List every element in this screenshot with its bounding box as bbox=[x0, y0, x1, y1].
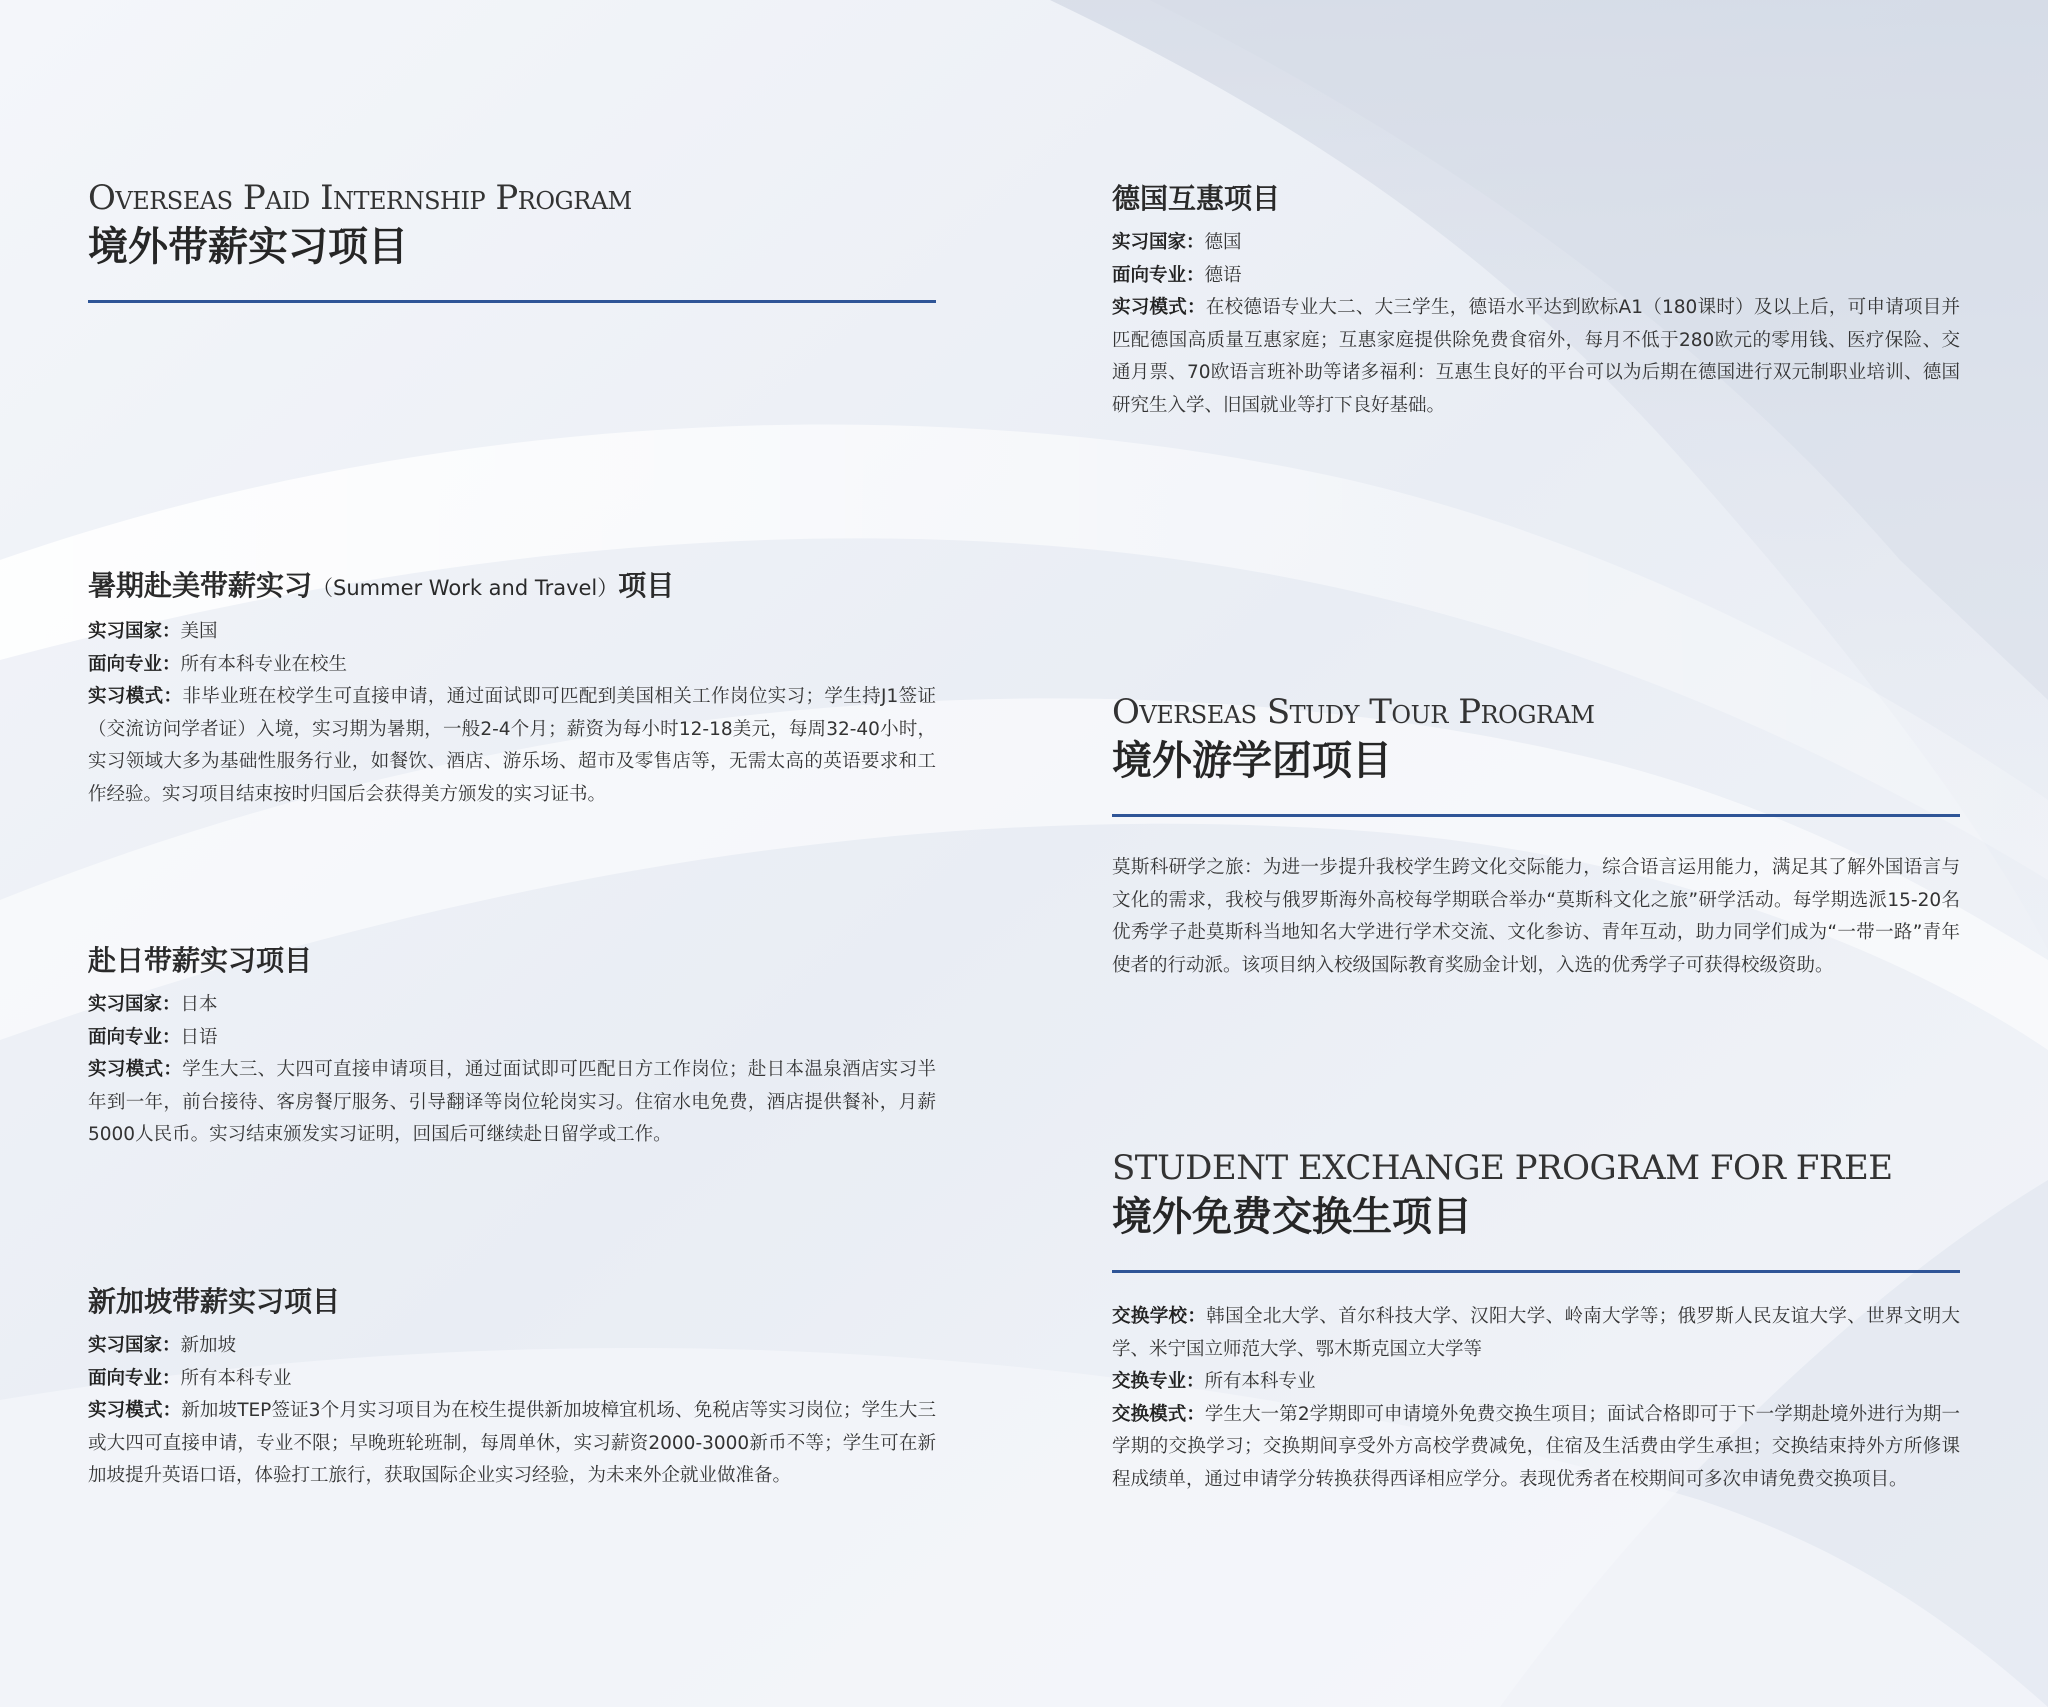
germany-title: 德国互惠项目 bbox=[1112, 182, 1281, 215]
japan-mode-row: 实习模式：学生大三、大四可直接申请项目，通过面试即可匹配日方工作岗位；赴日本温泉酒店实习半年到一年，前台接待、客房餐厅服务、引导翻译等岗位轮岗实习。住宿水电免费，酒店提供餐补，月薪5000人民币。实习结束颁发实习证明，回国后可继续赴日留学或工作。 bbox=[88, 1059, 936, 1145]
japan-country-row: 实习国家：日本 bbox=[88, 994, 218, 1015]
singapore-mode-row: 实习模式：新加坡TEP签证3个月实习项目为在校生提供新加坡樟宜机场、免税店等实习岗位；学生大三或大四可直接申请，专业不限；早晚班轮班制，每周单休，实习薪资2000-3000新币不等；学生可在新加坡提升英语口语，体验打工旅行，获取国际企业实习经验，为未来外企就业做准备。 bbox=[88, 1400, 936, 1486]
japan-internship-section bbox=[88, 941, 936, 1152]
japan-major-row: 面向专业：日语 bbox=[88, 1026, 218, 1048]
singapore-major-row: 面向专业：所有本科专业 bbox=[88, 1367, 292, 1389]
germany-country-row: 实习国家：德国 bbox=[1112, 232, 1242, 253]
header-rule bbox=[88, 300, 936, 303]
study-tour-header bbox=[1112, 692, 1960, 817]
study-tour-body bbox=[1112, 852, 1960, 982]
internship-header bbox=[88, 178, 936, 303]
exchange-major-row: 交换专业：所有本科专业 bbox=[1112, 1371, 1316, 1392]
study-tour-header-en: Overseas Study Tour Program bbox=[1112, 692, 1595, 732]
singapore-country-row: 实习国家：新加坡 bbox=[88, 1335, 237, 1356]
singapore-internship-section bbox=[88, 1282, 936, 1493]
us-internship-section bbox=[88, 566, 936, 811]
exchange-mode-row: 交换模式：学生大一第2学期即可申请境外免费交换生项目；面试合格即可于下一学期赴境外进行为期一学期的交换学习；交换期间享受外方高校学费减免，住宿及生活费由学生承担；交换结束持外方所修课程成绩单，通过申请学分转换获得西译相应学分。表现优秀者在校期间可多次申请免费交换项目。 bbox=[1112, 1403, 1960, 1490]
singapore-internship-title: 新加坡带薪实习项目 bbox=[88, 1285, 341, 1318]
us-major-row: 面向专业：所有本科专业在校生 bbox=[88, 653, 348, 675]
germany-section bbox=[1112, 179, 1960, 422]
germany-mode-row: 实习模式：在校德语专业大二、大三学生，德语水平达到欧标A1（180课时）及以上后，可申请项目并匹配德国高质量互惠家庭；互惠家庭提供除免费食宿外，每月不低于280欧元的零用钱、医疗保险、交通月票、70欧语言班补助等诸多福利：互惠生良好的平台可以为后期在德国进行双元制职业培训、德国研究生入学、旧国就业等打下良好基础。 bbox=[1112, 297, 1960, 416]
study-tour-text: 莫斯科研学之旅：为进一步提升我校学生跨文化交际能力，综合语言运用能力，满足其了解外国语言与文化的需求，我校与俄罗斯海外高校每学期联合举办“莫斯科文化之旅”研学活动。每学期选派15-20名优秀学子赴莫斯科当地知名大学进行学术交流、文化参访、青年互动，助力同学们成为“一带一路”青年使者的行动派。该项目纳入校级国际教育奖励金计划，入选的优秀学子可获得校级资助。 bbox=[1112, 857, 1960, 976]
study-tour-rule bbox=[1112, 814, 1960, 817]
internship-header-en: Overseas Paid Internship Program bbox=[88, 178, 632, 218]
exchange-rule bbox=[1112, 1270, 1960, 1273]
us-internship-title: 暑期赴美带薪实习（Summer Work and Travel）项目 bbox=[88, 569, 675, 602]
exchange-body bbox=[1112, 1301, 1960, 1496]
study-tour-header-cn: 境外游学团项目 bbox=[1112, 738, 1392, 784]
exchange-header bbox=[1112, 1148, 1960, 1273]
exchange-header-en: STUDENT EXCHANGE PROGRAM FOR FREE bbox=[1112, 1148, 1893, 1188]
exchange-school-row: 交换学校：韩国全北大学、首尔科技大学、汉阳大学、岭南大学等；俄罗斯人民友谊大学、世界文明大学、米宁国立师范大学、鄂木斯克国立大学等 bbox=[1112, 1306, 1960, 1360]
exchange-header-cn: 境外免费交换生项目 bbox=[1112, 1194, 1472, 1240]
japan-internship-title: 赴日带薪实习项目 bbox=[88, 944, 313, 977]
us-mode-row: 实习模式：非毕业班在校学生可直接申请，通过面试即可匹配到美国相关工作岗位实习；学生持J1签证（交流访问学者证）入境，实习期为暑期，一般2-4个月；薪资为每小时12-18美元，每周32-40小时，实习领域大多为基础性服务行业，如餐饮、酒店、游乐场、超市及零售店等，无需太高的英语要求和工作经验。实习项目结束按时归国后会获得美方颁发的实习证书。 bbox=[88, 686, 936, 805]
internship-header-cn: 境外带薪实习项目 bbox=[88, 224, 408, 270]
us-country-row: 实习国家：美国 bbox=[88, 621, 218, 642]
germany-major-row: 面向专业：德语 bbox=[1112, 264, 1242, 286]
